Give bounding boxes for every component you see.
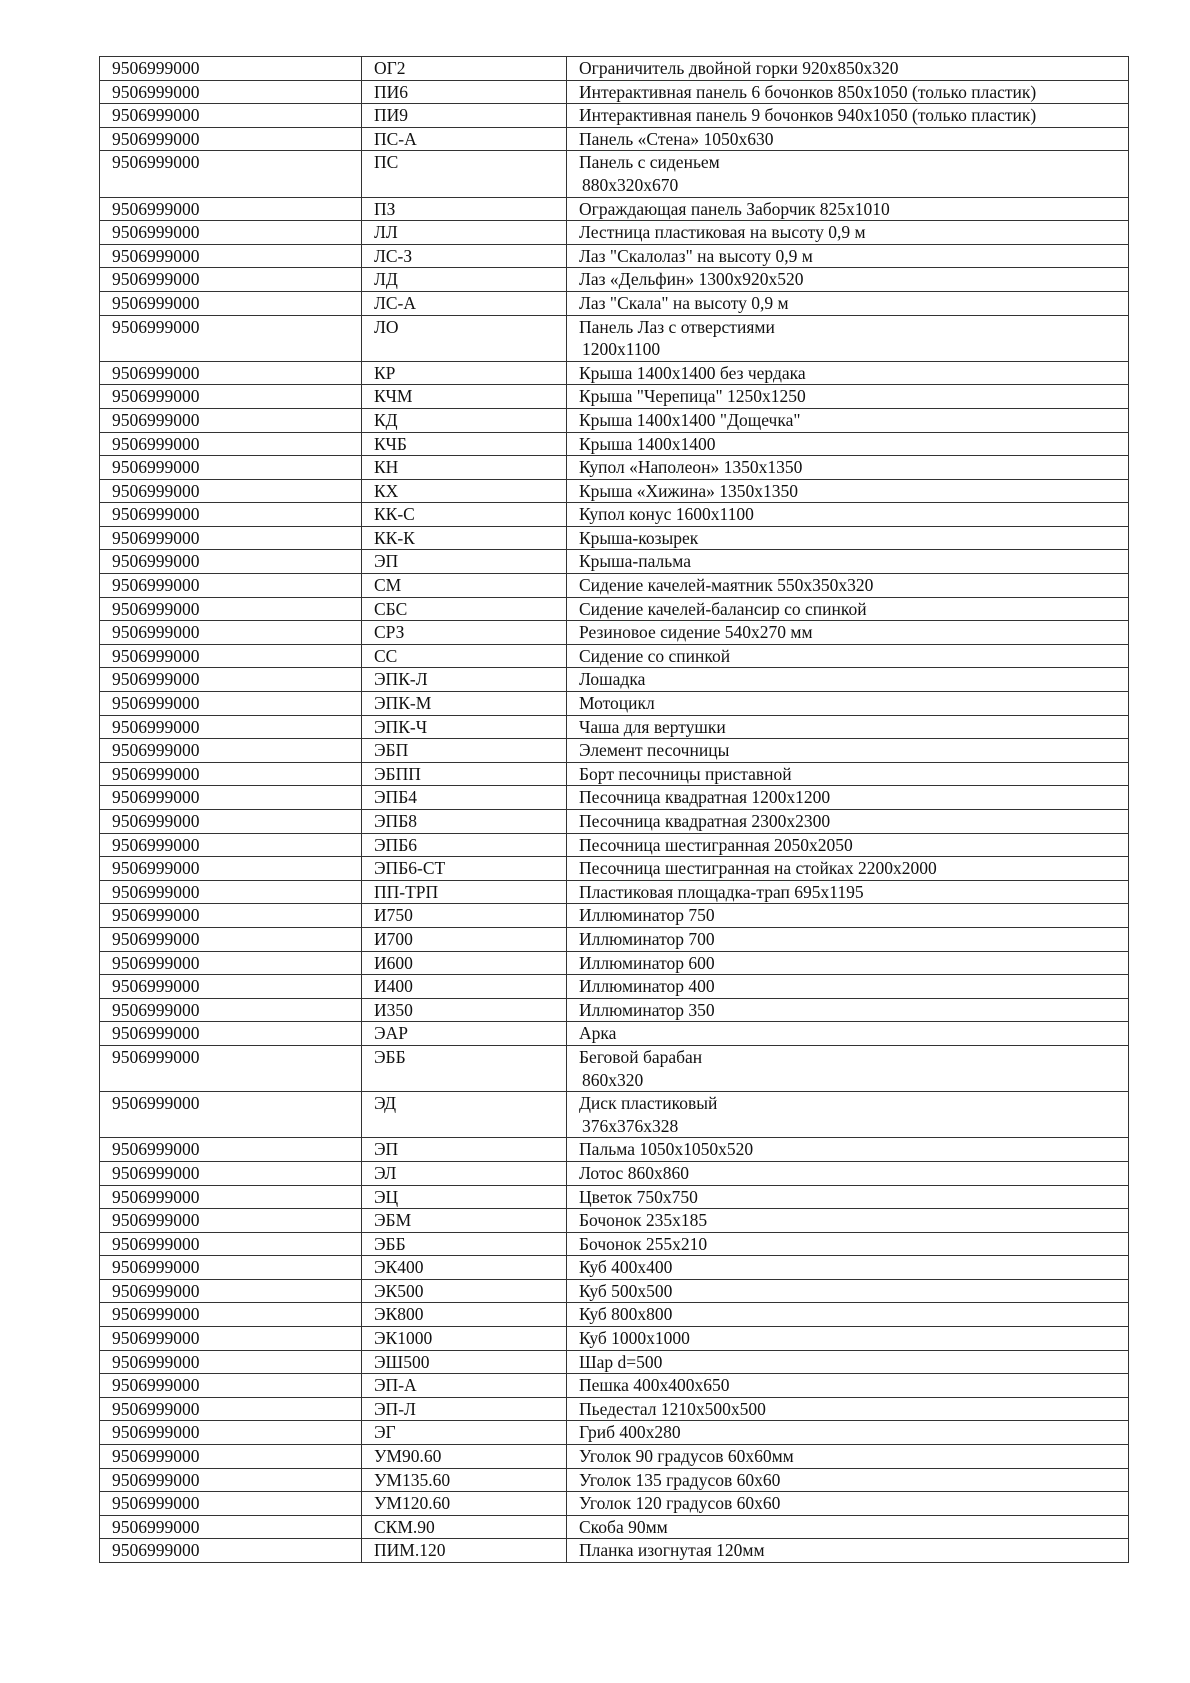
table-row: [100, 597, 1129, 621]
description-cell: Крыша 1400x1400 "Дощечка": [567, 408, 1129, 432]
description-cell: Пальма 1050x1050x520: [567, 1138, 1129, 1162]
table-row: [100, 880, 1129, 904]
table-row: [100, 127, 1129, 151]
description-cell: Иллюминатор 700: [567, 927, 1129, 951]
article-cell: ПС: [362, 151, 567, 197]
table-row: [100, 762, 1129, 786]
description-cell: Арка: [567, 1022, 1129, 1046]
tnved-code-cell: 9506999000: [100, 668, 362, 692]
table-row: [100, 1350, 1129, 1374]
table-row: [100, 975, 1129, 999]
article-cell: ПП-ТРП: [362, 880, 567, 904]
tnved-code-cell: 9506999000: [100, 1421, 362, 1445]
article-cell: ЭББ: [362, 1232, 567, 1256]
article-cell: ЭПБ4: [362, 786, 567, 810]
article-cell: ЭПК-Л: [362, 668, 567, 692]
description-cell: Купол «Наполеон» 1350x1350: [567, 456, 1129, 480]
description-line-1: Панель с сиденьем: [579, 152, 720, 173]
article-cell: КЧБ: [362, 432, 567, 456]
description-cell: Куб 800x800: [567, 1303, 1129, 1327]
article-cell: ЭП-А: [362, 1374, 567, 1398]
description-cell: Песочница шестигранная 2050x2050: [567, 833, 1129, 857]
tnved-code-cell: 9506999000: [100, 291, 362, 315]
table-row: [100, 810, 1129, 834]
description-cell: Куб 400x400: [567, 1256, 1129, 1280]
tnved-code-cell: 9506999000: [100, 1209, 362, 1233]
tnved-code-cell: 9506999000: [100, 810, 362, 834]
article-cell: УМ135.60: [362, 1468, 567, 1492]
tnved-code-cell: 9506999000: [100, 1161, 362, 1185]
article-cell: СКМ.90: [362, 1515, 567, 1539]
article-cell: ЭПБ6-СТ: [362, 857, 567, 881]
table-row: [100, 1045, 1129, 1091]
table-row: [100, 1327, 1129, 1351]
tnved-code-cell: 9506999000: [100, 833, 362, 857]
article-cell: ПИ6: [362, 80, 567, 104]
table-row: [100, 574, 1129, 598]
description-cell: Крыша-козырек: [567, 526, 1129, 550]
description-cell: Лаз "Скала" на высоту 0,9 м: [567, 291, 1129, 315]
table-row: [100, 361, 1129, 385]
product-table-body: [100, 57, 1129, 1563]
article-cell: СС: [362, 644, 567, 668]
table-row: [100, 385, 1129, 409]
tnved-code-cell: 9506999000: [100, 315, 362, 361]
article-cell: ОГ2: [362, 57, 567, 81]
description-cell: Сидение качелей-маятник 550x350x320: [567, 574, 1129, 598]
article-cell: ЛС-З: [362, 244, 567, 268]
article-cell: ЭЛ: [362, 1161, 567, 1185]
table-row: [100, 1092, 1129, 1138]
article-cell: ЭББ: [362, 1045, 567, 1091]
description-cell: Иллюминатор 750: [567, 904, 1129, 928]
description-cell: Борт песочницы приставной: [567, 762, 1129, 786]
article-cell: ЛО: [362, 315, 567, 361]
table-row: [100, 1445, 1129, 1469]
table-row: [100, 668, 1129, 692]
article-cell: ЭЦ: [362, 1185, 567, 1209]
description-cell: Пьедестал 1210x500x500: [567, 1397, 1129, 1421]
description-cell: Панель «Стена» 1050x630: [567, 127, 1129, 151]
article-cell: КЧМ: [362, 385, 567, 409]
description-cell: Скоба 90мм: [567, 1515, 1129, 1539]
article-cell: КХ: [362, 479, 567, 503]
tnved-code-cell: 9506999000: [100, 221, 362, 245]
tnved-code-cell: 9506999000: [100, 1350, 362, 1374]
table-row: [100, 479, 1129, 503]
table-row: [100, 315, 1129, 361]
description-cell: Пластиковая площадка-трап 695x1195: [567, 880, 1129, 904]
table-row: [100, 1232, 1129, 1256]
tnved-code-cell: 9506999000: [100, 268, 362, 292]
article-cell: СБС: [362, 597, 567, 621]
description-cell: Иллюминатор 600: [567, 951, 1129, 975]
tnved-code-cell: 9506999000: [100, 951, 362, 975]
description-cell: [567, 1045, 1129, 1091]
article-cell: ЭП: [362, 550, 567, 574]
article-cell: КР: [362, 361, 567, 385]
table-row: [100, 408, 1129, 432]
product-table: [99, 56, 1129, 1563]
article-cell: ПИ9: [362, 104, 567, 128]
description-line-2: 880x320x670: [582, 174, 679, 195]
description-cell: Лестница пластиковая на высоту 0,9 м: [567, 221, 1129, 245]
table-row: [100, 80, 1129, 104]
description-cell: Куб 500x500: [567, 1279, 1129, 1303]
tnved-code-cell: 9506999000: [100, 904, 362, 928]
tnved-code-cell: 9506999000: [100, 762, 362, 786]
tnved-code-cell: 9506999000: [100, 1138, 362, 1162]
article-cell: ЭД: [362, 1092, 567, 1138]
tnved-code-cell: 9506999000: [100, 57, 362, 81]
description-cell: Элемент песочницы: [567, 739, 1129, 763]
article-cell: И400: [362, 975, 567, 999]
tnved-code-cell: 9506999000: [100, 1539, 362, 1563]
description-cell: Уголок 135 градусов 60x60: [567, 1468, 1129, 1492]
tnved-code-cell: 9506999000: [100, 1374, 362, 1398]
article-cell: ЛЛ: [362, 221, 567, 245]
description-cell: Лошадка: [567, 668, 1129, 692]
article-cell: ЭБП: [362, 739, 567, 763]
tnved-code-cell: 9506999000: [100, 151, 362, 197]
tnved-code-cell: 9506999000: [100, 1022, 362, 1046]
table-row: [100, 621, 1129, 645]
description-line-1: Диск пластиковый: [579, 1093, 718, 1114]
tnved-code-cell: 9506999000: [100, 526, 362, 550]
table-row: [100, 221, 1129, 245]
tnved-code-cell: 9506999000: [100, 1397, 362, 1421]
table-row: [100, 1209, 1129, 1233]
table-row: [100, 644, 1129, 668]
description-cell: Лотос 860x860: [567, 1161, 1129, 1185]
tnved-code-cell: 9506999000: [100, 197, 362, 221]
article-cell: ПС-А: [362, 127, 567, 151]
tnved-code-cell: 9506999000: [100, 456, 362, 480]
tnved-code-cell: 9506999000: [100, 550, 362, 574]
description-line-2: 376x376x328: [582, 1115, 679, 1136]
tnved-code-cell: 9506999000: [100, 244, 362, 268]
tnved-code-cell: 9506999000: [100, 880, 362, 904]
tnved-code-cell: 9506999000: [100, 739, 362, 763]
description-line-2: 860x320: [582, 1069, 644, 1090]
description-cell: Ограничитель двойной горки 920x850x320: [567, 57, 1129, 81]
description-cell: Куб 1000x1000: [567, 1327, 1129, 1351]
article-cell: И600: [362, 951, 567, 975]
table-row: [100, 1539, 1129, 1563]
description-cell: Песочница квадратная 2300x2300: [567, 810, 1129, 834]
article-cell: И350: [362, 998, 567, 1022]
description-cell: Крыша-пальма: [567, 550, 1129, 574]
article-cell: КК-К: [362, 526, 567, 550]
article-cell: ЭПК-Ч: [362, 715, 567, 739]
description-line-1: Беговой барабан: [579, 1046, 703, 1067]
description-cell: Крыша 1400x1400: [567, 432, 1129, 456]
table-row: [100, 715, 1129, 739]
article-cell: И700: [362, 927, 567, 951]
table-row: [100, 904, 1129, 928]
article-cell: ЭП-Л: [362, 1397, 567, 1421]
description-cell: Крыша "Черепица" 1250x1250: [567, 385, 1129, 409]
article-cell: ЭАР: [362, 1022, 567, 1046]
description-cell: Гриб 400x280: [567, 1421, 1129, 1445]
tnved-code-cell: 9506999000: [100, 80, 362, 104]
article-cell: ЭПК-М: [362, 692, 567, 716]
description-cell: Интерактивная панель 6 бочонков 850x1050 (только пластик): [567, 80, 1129, 104]
table-row: [100, 1185, 1129, 1209]
description-cell: Лаз "Скалолаз" на высоту 0,9 м: [567, 244, 1129, 268]
description-cell: Планка изогнутая 120мм: [567, 1539, 1129, 1563]
article-cell: КД: [362, 408, 567, 432]
description-cell: Уголок 120 градусов 60x60: [567, 1492, 1129, 1516]
tnved-code-cell: 9506999000: [100, 479, 362, 503]
article-cell: ЭБПП: [362, 762, 567, 786]
description-cell: Мотоцикл: [567, 692, 1129, 716]
article-cell: ПИМ.120: [362, 1539, 567, 1563]
tnved-code-cell: 9506999000: [100, 597, 362, 621]
description-cell: Чаша для вертушки: [567, 715, 1129, 739]
description-cell: Иллюминатор 400: [567, 975, 1129, 999]
table-row: [100, 503, 1129, 527]
tnved-code-cell: 9506999000: [100, 998, 362, 1022]
table-row: [100, 268, 1129, 292]
tnved-code-cell: 9506999000: [100, 927, 362, 951]
table-row: [100, 432, 1129, 456]
table-row: [100, 786, 1129, 810]
article-cell: ЭП: [362, 1138, 567, 1162]
tnved-code-cell: 9506999000: [100, 574, 362, 598]
tnved-code-cell: 9506999000: [100, 104, 362, 128]
tnved-code-cell: 9506999000: [100, 385, 362, 409]
description-cell: Шар d=500: [567, 1350, 1129, 1374]
tnved-code-cell: 9506999000: [100, 1327, 362, 1351]
table-row: [100, 1374, 1129, 1398]
article-cell: ЭК800: [362, 1303, 567, 1327]
table-row: [100, 1303, 1129, 1327]
description-cell: Бочонок 255x210: [567, 1232, 1129, 1256]
description-cell: Ограждающая панель Заборчик 825x1010: [567, 197, 1129, 221]
tnved-code-cell: 9506999000: [100, 1092, 362, 1138]
tnved-code-cell: 9506999000: [100, 1279, 362, 1303]
article-cell: ЭПБ6: [362, 833, 567, 857]
description-cell: Сидение со спинкой: [567, 644, 1129, 668]
description-line-1: Панель Лаз с отверстиями: [579, 316, 775, 337]
table-row: [100, 1022, 1129, 1046]
description-line-2: 1200x1100: [582, 339, 661, 360]
article-cell: ЭК500: [362, 1279, 567, 1303]
table-row: [100, 1256, 1129, 1280]
tnved-code-cell: 9506999000: [100, 1185, 362, 1209]
table-row: [100, 1138, 1129, 1162]
table-row: [100, 57, 1129, 81]
description-cell: Интерактивная панель 9 бочонков 940x1050 (только пластик): [567, 104, 1129, 128]
article-cell: ЭК1000: [362, 1327, 567, 1351]
description-cell: [567, 1092, 1129, 1138]
table-row: [100, 526, 1129, 550]
article-cell: ЭБМ: [362, 1209, 567, 1233]
tnved-code-cell: 9506999000: [100, 1492, 362, 1516]
tnved-code-cell: 9506999000: [100, 361, 362, 385]
article-cell: ЭШ500: [362, 1350, 567, 1374]
tnved-code-cell: 9506999000: [100, 1515, 362, 1539]
description-cell: Лаз «Дельфин» 1300x920x520: [567, 268, 1129, 292]
tnved-code-cell: 9506999000: [100, 1445, 362, 1469]
table-row: [100, 550, 1129, 574]
tnved-code-cell: 9506999000: [100, 692, 362, 716]
tnved-code-cell: 9506999000: [100, 432, 362, 456]
tnved-code-cell: 9506999000: [100, 1468, 362, 1492]
table-row: [100, 1468, 1129, 1492]
table-row: [100, 739, 1129, 763]
table-row: [100, 456, 1129, 480]
description-cell: Песочница квадратная 1200x1200: [567, 786, 1129, 810]
tnved-code-cell: 9506999000: [100, 644, 362, 668]
article-cell: СМ: [362, 574, 567, 598]
article-cell: ЛС-А: [362, 291, 567, 315]
table-row: [100, 857, 1129, 881]
table-row: [100, 833, 1129, 857]
table-row: [100, 1492, 1129, 1516]
table-row: [100, 998, 1129, 1022]
description-cell: Пешка 400x400x650: [567, 1374, 1129, 1398]
tnved-code-cell: 9506999000: [100, 786, 362, 810]
tnved-code-cell: 9506999000: [100, 1303, 362, 1327]
description-cell: Сидение качелей-балансир со спинкой: [567, 597, 1129, 621]
description-cell: Крыша «Хижина» 1350x1350: [567, 479, 1129, 503]
tnved-code-cell: 9506999000: [100, 408, 362, 432]
article-cell: КН: [362, 456, 567, 480]
description-cell: Бочонок 235x185: [567, 1209, 1129, 1233]
article-cell: КК-С: [362, 503, 567, 527]
article-cell: ЭГ: [362, 1421, 567, 1445]
article-cell: ЭК400: [362, 1256, 567, 1280]
table-row: [100, 692, 1129, 716]
table-row: [100, 1397, 1129, 1421]
article-cell: ЭПБ8: [362, 810, 567, 834]
description-cell: Крыша 1400x1400 без чердака: [567, 361, 1129, 385]
article-cell: СРЗ: [362, 621, 567, 645]
tnved-code-cell: 9506999000: [100, 127, 362, 151]
table-row: [100, 1279, 1129, 1303]
table-row: [100, 104, 1129, 128]
article-cell: УМ120.60: [362, 1492, 567, 1516]
table-row: [100, 244, 1129, 268]
tnved-code-cell: 9506999000: [100, 503, 362, 527]
table-row: [100, 197, 1129, 221]
table-row: [100, 927, 1129, 951]
table-row: [100, 291, 1129, 315]
description-cell: Иллюминатор 350: [567, 998, 1129, 1022]
tnved-code-cell: 9506999000: [100, 715, 362, 739]
table-row: [100, 151, 1129, 197]
article-cell: И750: [362, 904, 567, 928]
description-cell: Уголок 90 градусов 60x60мм: [567, 1445, 1129, 1469]
description-cell: [567, 315, 1129, 361]
tnved-code-cell: 9506999000: [100, 857, 362, 881]
article-cell: ПЗ: [362, 197, 567, 221]
article-cell: ЛД: [362, 268, 567, 292]
article-cell: УМ90.60: [362, 1445, 567, 1469]
description-cell: Купол конус 1600x1100: [567, 503, 1129, 527]
tnved-code-cell: 9506999000: [100, 621, 362, 645]
description-cell: Цветок 750x750: [567, 1185, 1129, 1209]
description-cell: Резиновое сидение 540x270 мм: [567, 621, 1129, 645]
tnved-code-cell: 9506999000: [100, 975, 362, 999]
description-cell: [567, 151, 1129, 197]
tnved-code-cell: 9506999000: [100, 1045, 362, 1091]
description-cell: Песочница шестигранная на стойках 2200x2000: [567, 857, 1129, 881]
table-row: [100, 1515, 1129, 1539]
tnved-code-cell: 9506999000: [100, 1256, 362, 1280]
table-row: [100, 1161, 1129, 1185]
table-row: [100, 951, 1129, 975]
table-row: [100, 1421, 1129, 1445]
tnved-code-cell: 9506999000: [100, 1232, 362, 1256]
